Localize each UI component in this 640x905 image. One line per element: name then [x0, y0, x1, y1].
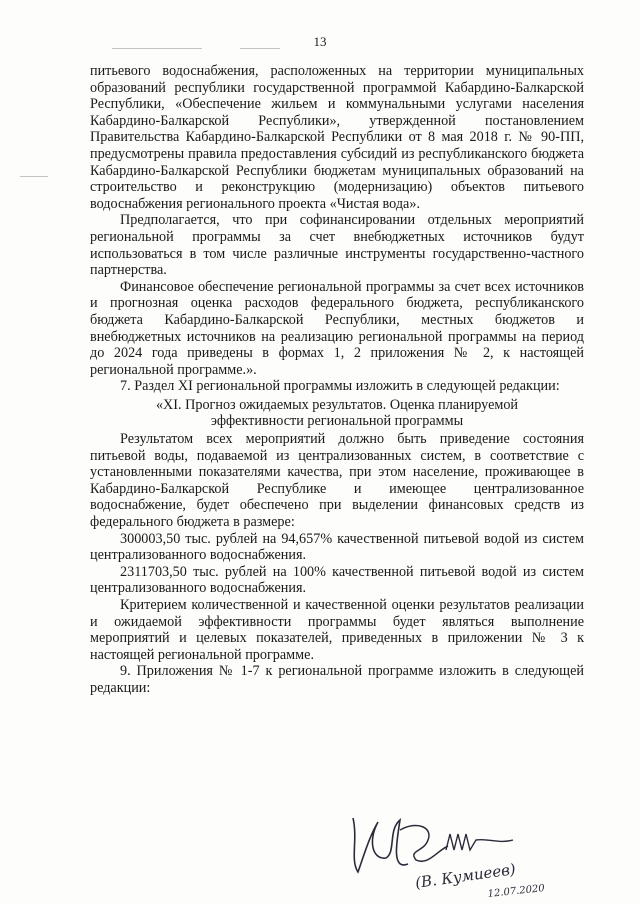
section-heading — [90, 397, 584, 430]
scan-artifact — [112, 48, 202, 49]
scan-artifact — [240, 48, 280, 49]
paragraph-expected-results: Результатом всех мероприятий должно быть приведение состояния питьевой воды, подаваемой из централизованных систем, в соответствие с установленными показателями качества, при этом население, проживающее в Кабардино-Балкарской Республике и имеющее централизованное водоснабжение, будет обеспечено при выделении финансовых средств из федерального бюджета в размере: — [90, 431, 584, 531]
paragraph-financial-support: Финансовое обеспечение региональной программы за счет всех источников и прогнозная оценка расходов федерального бюджета, республиканского бюджета Кабардино-Балкарской Республики, местных бюджетов и внебюджетных источников на реализацию региональной программы на период до 2024 года приведены в формах 1, 2 приложения № 2, к настоящей региональной программе.». — [90, 278, 584, 378]
document-body — [90, 63, 584, 697]
page-number: 13 — [313, 34, 327, 49]
signature-name: (В. Кумиеев) — [414, 860, 517, 892]
scan-artifact — [20, 176, 48, 177]
section-heading-line2: эффективности региональной программы — [210, 413, 464, 430]
paragraph-criteria: Критерием количественной и качественной оценки результатов реализации и ожидаемой эффективности программы будет являться выполнение мероприятий и целевых показателей, приведенных в приложении № 3 к настоящей региональной программе. — [90, 597, 584, 663]
paragraph-section-xi-instruction: 7. Раздел XI региональной программы изложить в следующей редакции: — [120, 378, 560, 395]
section-heading-line1: «XI. Прогноз ожидаемых результатов. Оценка планируемой — [155, 396, 519, 413]
paragraph-amount-1: 300003,50 тыс. рублей на 94,657% качественной питьевой водой из систем централизованного водоснабжения. — [90, 530, 584, 564]
paragraph-water-supply: питьевого водоснабжения, расположенных на территории муниципальных образований республики государственной программой Кабардино-Балкарской Республики, «Обеспечение жильем и коммунальными услугами населения Кабардино-Балкарской Республики», утвержденной постановлением Правительства Кабардино-Балкарской Республики от 8 мая 2018 г. № 90-ПП, предусмотрены правила предоставления субсидий из республиканского бюджета Кабардино-Балкарской Республики бюджетам муниципальных образований на строительство и реконструкцию (модернизацию) объектов питьевого водоснабжения регионального проекта «Чистая вода». — [90, 63, 584, 212]
paragraph-amount-2: 2311703,50 тыс. рублей на 100% качественной питьевой водой из систем централизованного водоснабжения. — [90, 563, 584, 597]
paragraph-appendices-instruction: 9. Приложения № 1-7 к региональной программе изложить в следующей редакции: — [90, 663, 584, 696]
signature-date: 12.07.2020 — [487, 883, 546, 900]
paragraph-financing-assumption: Предполагается, что при софинансировании отдельных мероприятий региональной программы за счет внебюджетных источников будут использоваться в том числе различные инструменты государственно-частного партнерства. — [90, 212, 584, 279]
handwritten-signature — [338, 800, 578, 900]
